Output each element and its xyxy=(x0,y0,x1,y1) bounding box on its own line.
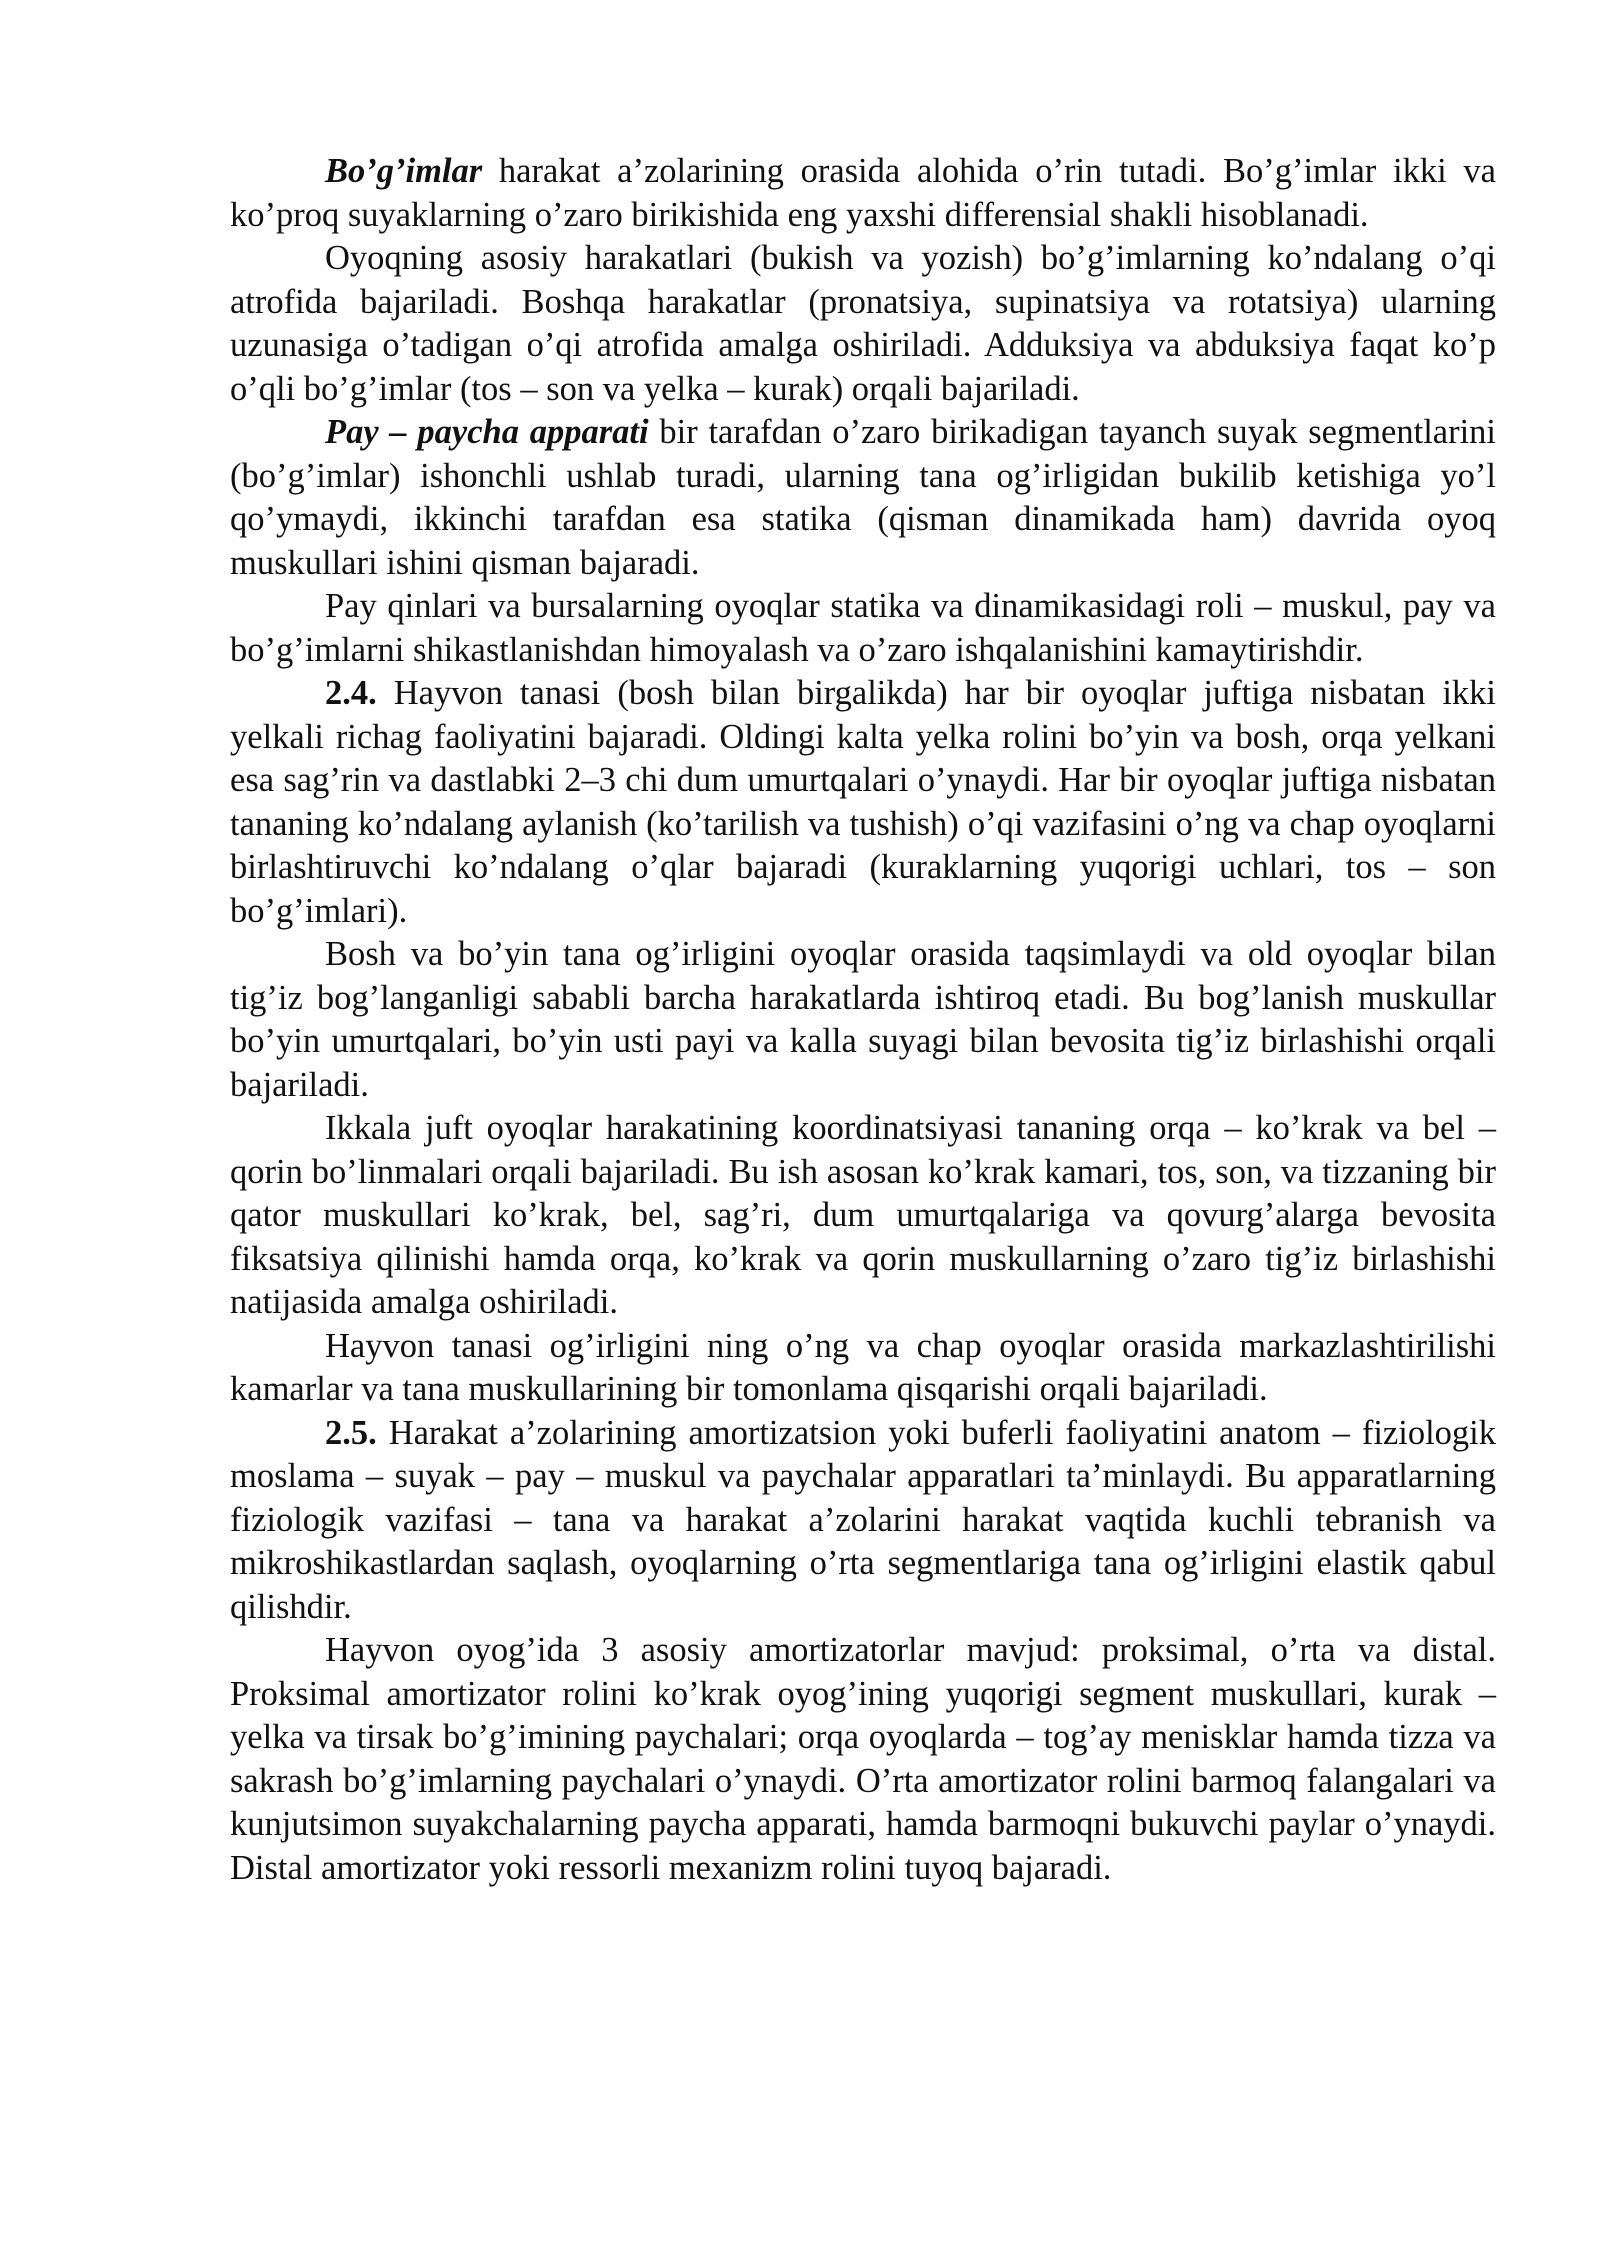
document-page xyxy=(230,150,1496,1890)
paragraph-bosh-boyin xyxy=(230,933,1496,1107)
paragraph-text: Ikkala juft oyoqlar harakatining koordinatsiyasi tananing orqa – ko’krak va bel – qorin bo’linmalari orqali bajariladi. Bu ish asosan ko’krak kamari, tos, son, va tizzaning bir qator muskullari ko’krak, bel, sag’ri, dum umurtqalariga va qovurg’alarga bevosita fiksatsiya qilinishi hamda orqa, ko’krak va qorin muskullarning o’zaro tig’iz birlashishi natijasida amalga oshiriladi. xyxy=(230,1109,1496,1321)
term-pay-paycha-apparati: Pay – paycha apparati xyxy=(325,413,649,451)
paragraph-text: Bosh va bo’yin tana og’irligini oyoqlar orasida taqsimlaydi va old oyoqlar bilan tig’iz bog’langanligi sababli barcha harakatlarda ishtiroq etadi. Bu bog’lanish muskullar bo’yin umurtqalari, bo’yin usti payi va kalla suyagi bilan bevosita tig’iz birlashishi orqali bajariladi. xyxy=(230,935,1496,1104)
paragraph-markazlashtirish xyxy=(230,1325,1496,1412)
paragraph-text: Harakat a’zolarining amortizatsion yoki buferli faoliyatini anatom – fiziologik moslama – suyak – pay – muskul va paychalar apparatlari ta’minlaydi. Bu apparatlarning fiziologik vazifasi – tana va harakat a’zolarini harakat vaqtida kuchli tebranish va mikroshikastlardan saqlash, oyoqlarning o’rta segmentlariga tana og’irligini elastik qabul qilishdir. xyxy=(230,1413,1496,1626)
term-bogimlar: Bo’g’imlar xyxy=(325,152,483,190)
paragraph-section-2-4 xyxy=(230,672,1496,933)
paragraph-pay-qinlari xyxy=(230,585,1496,672)
section-number-2-4: 2.4. xyxy=(325,674,377,712)
paragraph-text: bir tarafdan o’zaro birikadigan tayanch suyak segmentlarini (bo’g’imlar) ishonchli ushlab turadi, ularning tana og’irligidan bukilib ketishiga yo’l qo’ymaydi, ikkinchi tarafdan esa statika (qisman dinamikada ham) davrida oyoq muskullari ishini qisman bajaradi. xyxy=(230,413,1497,582)
paragraph-text: Hayvon tanasi (bosh bilan birgalikda) har bir oyoqlar juftiga nisbatan ikki yelkali richag faoliyatini bajaradi. Oldingi kalta yelka rolini bo’yin va bosh, orqa yelkani esa sag’rin va dastlabki 2–3 chi dum umurtqalari o’ynaydi. Har bir oyoqlar juftiga nisbatan tananing ko’ndalang aylanish (ko’tarilish va tushish) o’qi vazifasini o’ng va chap oyoqlarni birlashtiruvchi ko’ndalang o’qlar bajaradi (kuraklarning yuqorigi uchlari, tos – son bo’g’imlari). xyxy=(230,674,1496,930)
paragraph-text: harakat a’zolarining orasida alohida o’rin tutadi. Bo’g’imlar ikki va ko’proq suyaklarning o’zaro birikishida eng yaxshi differensial shakli hisoblanadi. xyxy=(230,152,1496,234)
paragraph-text: Hayvon oyog’ida 3 asosiy amortizatorlar mavjud: proksimal, o’rta va distal. Proksimal amortizator rolini ko’krak oyog’ining yuqorigi segment muskullari, kurak – yelka va tirsak bo’g’imining paychalari; orqa oyoqlarda – tog’ay menisklar hamda tizza va sakrash bo’g’imlarning paychalari o’ynaydi. O’rta amortizator rolini barmoq falangalari va kunjutsimon suyakchalarning paycha apparati, hamda barmoqni bukuvchi paylar o’ynaydi. Distal amortizator yoki ressorli mexanizm rolini tuyoq bajaradi. xyxy=(230,1631,1496,1887)
paragraph-text: Oyoqning asosiy harakatlari (bukish va yozish) bo’g’imlarning ko’ndalang o’qi atrofida bajariladi. Boshqa harakatlar (pronatsiya, supinatsiya va rotatsiya) ularning uzunasiga o’tadigan o’qi atrofida amalga oshiriladi. Adduksiya va abduksiya faqat ko’p o’qli bo’g’imlar (tos – son va yelka – kurak) orqali bajariladi. xyxy=(230,239,1496,408)
paragraph-text: Pay qinlari va bursalarning oyoqlar statika va dinamikasidagi roli – muskul, pay va bo’g’imlarni shikastlanishdan himoyalash va o’zaro ishqalanishini kamaytirishdir. xyxy=(230,587,1496,669)
section-number-2-5: 2.5. xyxy=(325,1413,377,1452)
paragraph-koordinatsiya xyxy=(230,1107,1496,1325)
paragraph-text: Hayvon tanasi og’irligini ning o’ng va chap oyoqlar orasida markazlashtirilishi kamarlar va tana muskullarining bir tomonlama qisqarishi orqali bajariladi. xyxy=(230,1326,1496,1408)
paragraph-pay-paycha xyxy=(230,411,1496,585)
paragraph-oyoq-harakatlari xyxy=(230,237,1496,411)
paragraph-amortizatorlar xyxy=(230,1629,1496,1890)
paragraph-bogimlar xyxy=(230,150,1496,237)
paragraph-section-2-5 xyxy=(230,1412,1496,1630)
